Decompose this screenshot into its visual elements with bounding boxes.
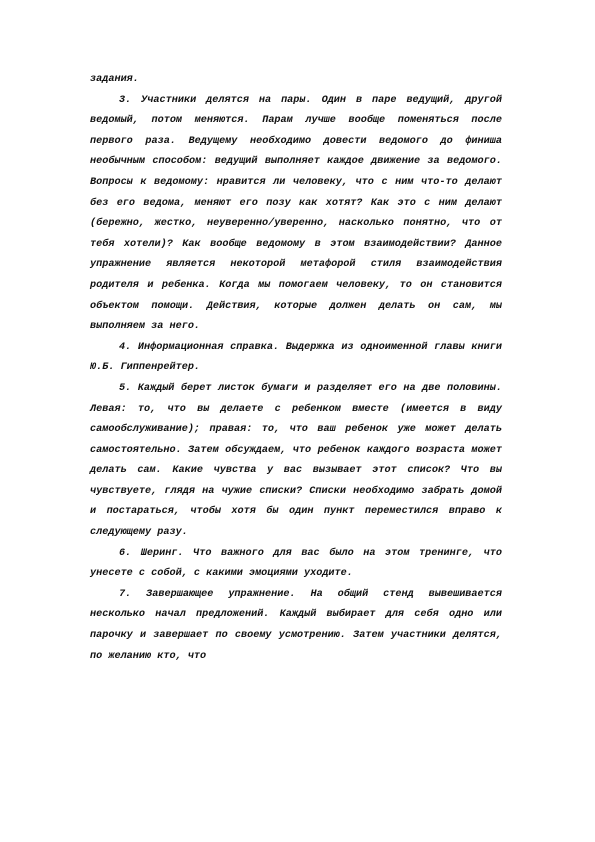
- document-body: [90, 70, 502, 667]
- paragraph-item-5: 5. Каждый берет листок бумаги и разделяет его на две половины. Левая: то, что вы делаете с ребенком вместе (имеется в виду самообслуживание); правая: то, что ваш ребенок уже может делать самостоятельно. Затем обсуждаем, что ребенок каждого возраста может делать сам. Какие чувства у вас вызывает этот список? Что вы чувствуете, глядя на чужие списки? Списки необходимо забрать домой и постараться, чтобы хотя бы один пункт переместился вправо к следующему разу.: [90, 382, 502, 539]
- paragraph-item-7: 7. Завершающее упражнение. На общий стенд вывешивается несколько начал предложений. Каждый выбирает для себя одно или парочку и завершает по своему усмотрению. Затем участники делятся, по желанию кто, что: [90, 588, 502, 662]
- paragraph-item-3: 3. Участники делятся на пары. Один в паре ведущий, другой ведомый, потом меняются. Парам лучше вообще поменяться после первого раза. Ведущему необходимо довести ведомого до финиша необычным способом: ведущий выполняет каждое движение за ведомого. Вопросы к ведомому: нравится ли человеку, что с ним что-то делают без его ведома, меняют его позу как хотят? Как это с ним делают (бережно, жестко, неуверенно/уверенно, насколько понятно, что от тебя хотели)? Как вообще ведомому в этом взаимодействии? Данное упражнение является некоторой метафорой стиля взаимодействия родителя и ребенка. Когда мы помогаем человеку, то он становится объектом помощи. Действия, которые должен делать он сам, мы выполняем за него.: [90, 94, 502, 333]
- paragraph-item-6: 6. Шеринг. Что важного для вас было на этом тренинге, что унесете с собой, с какими эмоциями уходите.: [90, 547, 502, 580]
- paragraph-item-4: 4. Информационная справка. Выдержка из одноименной главы книги Ю.Б. Гиппенрейтер.: [90, 341, 502, 374]
- paragraph-continuation: задания.: [90, 74, 139, 85]
